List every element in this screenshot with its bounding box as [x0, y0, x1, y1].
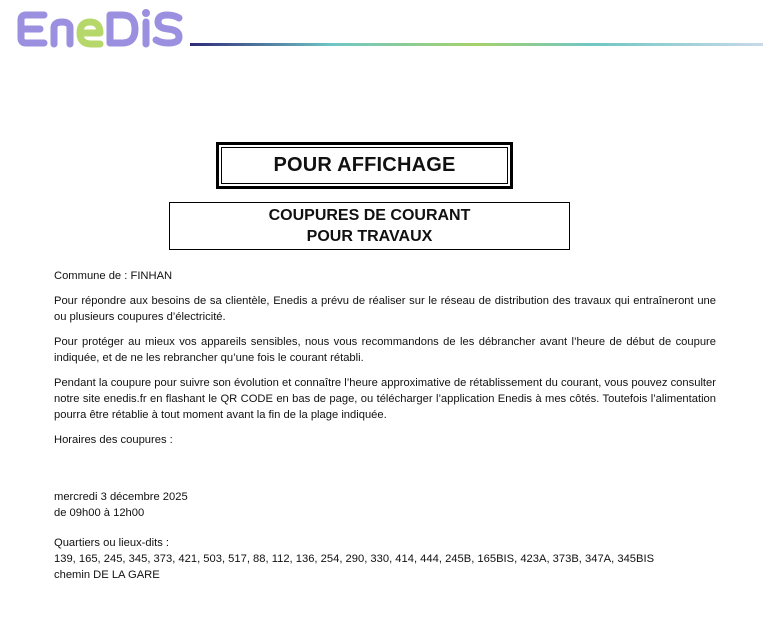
quartiers-street: chemin DE LA GARE	[54, 569, 160, 581]
header-rule	[190, 43, 763, 46]
paragraph-2: Pour protéger au mieux vos appareils sensibles, nous vous recommandons de les débrancher avant l’heure de début de coupure indiquée, et de ne les rebrancher qu’une fois le courant rétabli.	[54, 336, 716, 364]
title-line-2: POUR TRAVAUX	[306, 228, 433, 245]
enedis-logo	[16, 6, 186, 52]
badge-label: POUR AFFICHAGE	[221, 147, 508, 184]
commune-line: Commune de : FINHAN	[54, 270, 173, 282]
horaires-label: Horaires des coupures :	[54, 434, 173, 446]
pour-affichage-badge	[216, 142, 513, 189]
quartiers-numbers: 139, 165, 245, 345, 373, 421, 503, 517, 88, 112, 136, 254, 290, 330, 414, 444, 245B, 165BIS, 423A, 373B, 347A, 345BIS	[54, 553, 655, 565]
outage-date: mercredi 3 décembre 2025	[54, 491, 188, 503]
paragraph-3: Pendant la coupure pour suivre son évolution et connaître l’heure approximative de rétablissement du courant, vous pouvez consulter notre site enedis.fr en flashant le QR CODE en bas de page, ou télécharger l’application Enedis à mes côtés. Toutefois l’alimentation pourra être rétablie à tout moment avant la fin de la plage indiquée.	[54, 377, 716, 421]
notice-body	[54, 268, 716, 583]
paragraph-1: Pour répondre aux besoins de sa clientèle, Enedis a prévu de réaliser sur le réseau de distribution des travaux qui entraîneront une ou plusieurs coupures d’électricité.	[54, 295, 716, 323]
title-line-1: COUPURES DE COURANT	[268, 207, 471, 224]
quartiers-label: Quartiers ou lieux-dits :	[54, 537, 170, 549]
outage-time: de 09h00 à 12h00	[54, 507, 145, 519]
title-box	[169, 202, 570, 250]
